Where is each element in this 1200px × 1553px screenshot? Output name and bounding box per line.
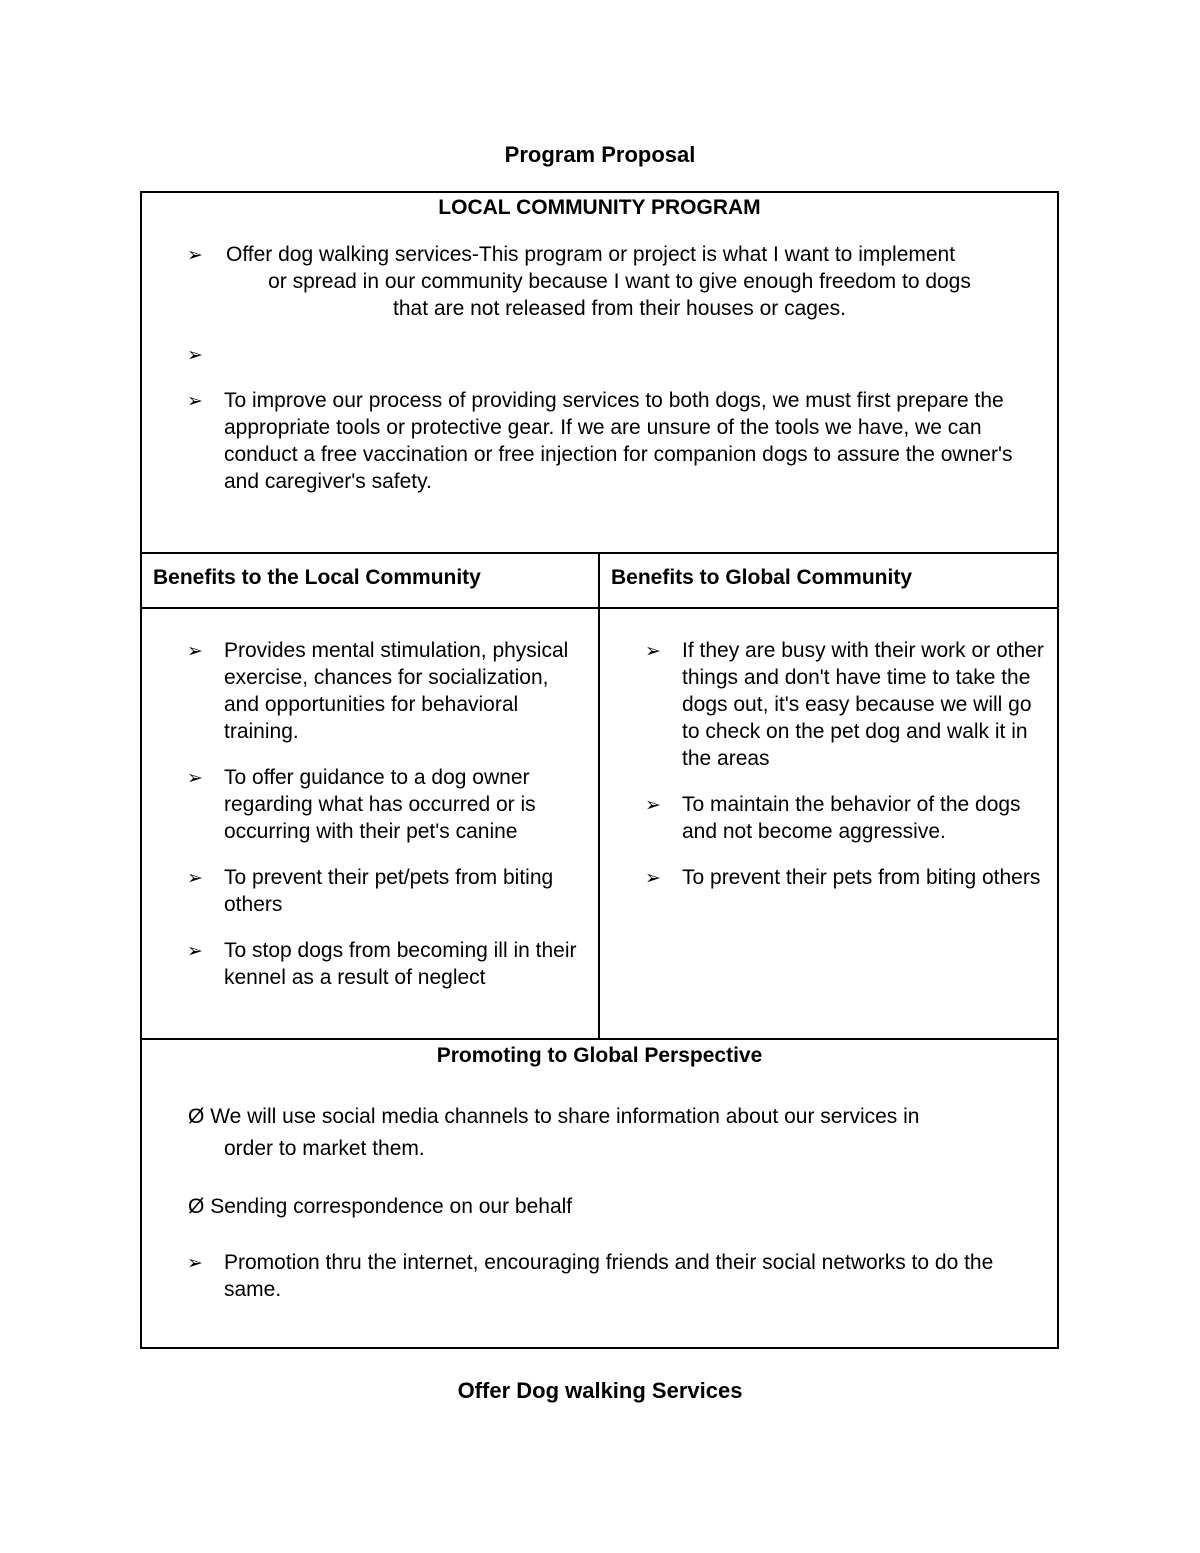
list-item-text: To offer guidance to a dog owner regarding what has occurred or is occurring with their pet's canine bbox=[224, 766, 536, 843]
proposal-table bbox=[140, 191, 1059, 1349]
list-item-empty bbox=[142, 341, 1057, 368]
list-item bbox=[142, 764, 598, 845]
local-program-section bbox=[142, 193, 1057, 554]
arrow-bullet-icon: ➢ bbox=[645, 868, 661, 889]
benefits-global-list bbox=[600, 637, 1057, 891]
local-program-heading: LOCAL COMMUNITY PROGRAM bbox=[438, 196, 761, 219]
list-item-text: that are not released from their houses or cages. bbox=[393, 297, 846, 320]
benefits-local-heading: Benefits to the Local Community bbox=[153, 566, 481, 589]
list-item bbox=[600, 791, 1057, 845]
list-item bbox=[142, 937, 598, 991]
list-item bbox=[142, 637, 598, 745]
arrow-bullet-icon: ➢ bbox=[187, 1253, 203, 1274]
list-item-text: We will use social media channels to share information about our services in bbox=[210, 1105, 920, 1128]
benefits-local-header bbox=[142, 554, 600, 609]
list-item bbox=[142, 1249, 1057, 1303]
local-program-list bbox=[142, 241, 1057, 495]
omega-bullet-icon: Ø bbox=[188, 1105, 205, 1128]
list-item bbox=[142, 864, 598, 918]
list-item-text: Offer dog walking services-This program or project is what I want to implement bbox=[226, 243, 956, 266]
list-item-text: To maintain the behavior of the dogs and not become aggressive. bbox=[682, 793, 1021, 843]
arrow-bullet-icon: ➢ bbox=[187, 768, 203, 789]
global-perspective-list-2 bbox=[142, 1249, 1057, 1303]
arrow-bullet-icon: ➢ bbox=[187, 641, 203, 662]
arrow-bullet-icon: ➢ bbox=[187, 245, 203, 266]
omega-bullet-icon: Ø bbox=[188, 1195, 205, 1218]
arrow-bullet-icon: ➢ bbox=[187, 391, 203, 412]
list-item bbox=[142, 241, 1057, 322]
footer-title: Offer Dog walking Services bbox=[457, 1378, 743, 1403]
benefits-global-header bbox=[600, 554, 1057, 609]
list-item bbox=[142, 387, 1057, 495]
arrow-bullet-icon: ➢ bbox=[187, 345, 203, 366]
list-item-text: To prevent their pets from biting others bbox=[682, 866, 1041, 889]
list-item-text: or spread in our community because I want to give enough freedom to dogs bbox=[268, 270, 971, 293]
list-item-text: To stop dogs from becoming ill in their kennel as a result of neglect bbox=[224, 939, 577, 989]
list-item-text: Promotion thru the internet, encouraging friends and their social networks to do the same. bbox=[224, 1251, 994, 1301]
benefits-local-list bbox=[142, 637, 598, 991]
global-perspective-list bbox=[142, 1101, 1057, 1223]
list-item-text: If they are busy with their work or other things and don't have time to take the dogs out, it's easy because we will go to check on the pet dog and walk it in the areas bbox=[682, 639, 1044, 770]
benefits-local-body bbox=[142, 609, 600, 1040]
arrow-bullet-icon: ➢ bbox=[645, 641, 661, 662]
benefits-global-body bbox=[600, 609, 1057, 1040]
arrow-bullet-icon: ➢ bbox=[187, 941, 203, 962]
page-title: Program Proposal bbox=[504, 142, 696, 167]
list-item-text: Sending correspondence on our behalf bbox=[210, 1195, 573, 1218]
benefits-global-heading: Benefits to Global Community bbox=[611, 566, 913, 589]
arrow-bullet-icon: ➢ bbox=[645, 795, 661, 816]
arrow-bullet-icon: ➢ bbox=[187, 868, 203, 889]
list-item-text: To prevent their pet/pets from biting others bbox=[224, 866, 554, 916]
list-item bbox=[600, 864, 1057, 891]
global-perspective-heading: Promoting to Global Perspective bbox=[436, 1044, 763, 1067]
list-item bbox=[142, 1101, 1057, 1133]
global-perspective-section bbox=[142, 1040, 1057, 1347]
list-item bbox=[142, 1191, 1057, 1223]
list-item bbox=[600, 637, 1057, 772]
list-item-text: Provides mental stimulation, physical exercise, chances for socialization, and opportunities for behavioral training. bbox=[224, 639, 569, 743]
list-item-text: To improve our process of providing services to both dogs, we must first prepare the appropriate tools or protective gear. If we are unsure of the tools we have, we can conduct a free vaccination or free injection for companion dogs to assure the owner's and caregiver's safety. bbox=[224, 389, 1013, 493]
list-item-text: order to market them. bbox=[224, 1137, 425, 1160]
